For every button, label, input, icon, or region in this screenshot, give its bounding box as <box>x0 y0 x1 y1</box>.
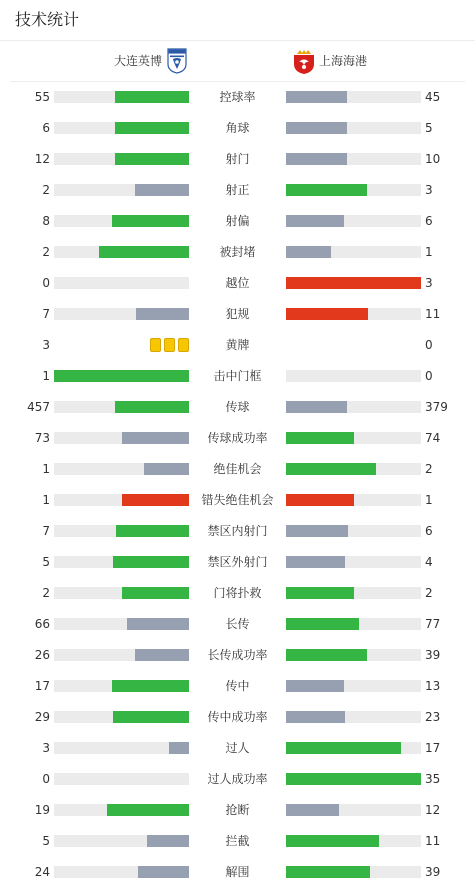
stat-away-value: 2 <box>425 586 433 600</box>
stat-home-bar-fill <box>122 494 190 506</box>
stat-home-value: 2 <box>42 586 50 600</box>
stat-home-bar-track <box>54 680 189 692</box>
stat-home-bar-track <box>54 866 189 878</box>
stat-row <box>0 82 475 113</box>
stat-row <box>0 795 475 826</box>
stat-row <box>0 764 475 795</box>
stat-home-value: 26 <box>34 648 50 662</box>
stat-away-bar-track <box>286 463 421 475</box>
stat-away-bar-fill <box>286 866 370 878</box>
stat-row <box>0 206 475 237</box>
stat-row <box>0 578 475 609</box>
stat-away-bar-track <box>286 587 421 599</box>
stat-home-bar-track <box>54 804 189 816</box>
stat-away-value: 379 <box>425 400 448 414</box>
stat-away-bar-fill <box>286 587 354 599</box>
stat-away-bar-track <box>286 618 421 630</box>
stat-home-value: 24 <box>34 865 50 879</box>
stat-home-value: 19 <box>34 803 50 817</box>
stat-away-value: 17 <box>425 741 441 755</box>
yellow-card-group <box>150 338 189 352</box>
stat-row <box>0 454 475 485</box>
stat-row <box>0 547 475 578</box>
stat-label: 黄牌 <box>225 338 250 352</box>
stat-away-bar-track <box>286 680 421 692</box>
stat-away-bar-track <box>286 184 421 196</box>
stat-label: 传中 <box>225 679 250 693</box>
stat-row <box>0 175 475 206</box>
stat-row <box>0 609 475 640</box>
divider <box>0 40 475 41</box>
stat-away-value: 2 <box>425 462 433 476</box>
stat-away-value: 4 <box>425 555 433 569</box>
stat-away-bar-fill <box>286 153 347 165</box>
stat-away-bar-track <box>286 370 421 382</box>
stat-row <box>0 702 475 733</box>
stat-away-bar-track <box>286 122 421 134</box>
stat-label: 错失绝佳机会 <box>201 493 274 507</box>
stat-away-bar-fill <box>286 91 347 103</box>
yellow-card-icon <box>150 338 161 352</box>
stat-away-bar-fill <box>286 401 347 413</box>
stat-home-bar-fill <box>147 835 189 847</box>
stat-away-value: 39 <box>425 865 441 879</box>
stat-away-bar-track <box>286 773 421 785</box>
stat-away-value: 0 <box>425 338 433 352</box>
stat-row <box>0 392 475 423</box>
stat-away-value: 0 <box>425 369 433 383</box>
stat-away-bar-fill <box>286 277 421 289</box>
stat-label: 传球 <box>225 400 250 414</box>
stat-away-bar-fill <box>286 835 379 847</box>
stat-away-value: 11 <box>425 834 441 848</box>
stat-away-bar-fill <box>286 711 345 723</box>
stat-away-bar-fill <box>286 432 354 444</box>
stat-home-value: 2 <box>42 183 50 197</box>
stat-row <box>0 671 475 702</box>
stat-home-bar-fill <box>138 866 189 878</box>
club-crest-icon <box>292 49 316 75</box>
stat-row <box>0 268 475 299</box>
stat-label: 拦截 <box>225 834 250 848</box>
stat-home-bar-track <box>54 153 189 165</box>
stat-label: 长传成功率 <box>207 648 268 662</box>
stat-row <box>0 516 475 547</box>
stat-home-bar-fill <box>144 463 189 475</box>
stat-home-bar-track <box>54 370 189 382</box>
stat-home-bar-track <box>54 215 189 227</box>
stat-home-bar-fill <box>99 246 189 258</box>
stat-home-bar-track <box>54 91 189 103</box>
stat-away-bar-track <box>286 246 421 258</box>
stat-away-value: 35 <box>425 772 441 786</box>
stat-row <box>0 733 475 764</box>
yellow-card-icon <box>178 338 189 352</box>
stat-label: 过人成功率 <box>207 772 268 786</box>
stat-home-value: 457 <box>27 400 50 414</box>
stat-away-value: 10 <box>425 152 441 166</box>
stat-row <box>0 640 475 671</box>
stat-home-bar-fill <box>135 649 189 661</box>
stat-home-bar-fill <box>127 618 189 630</box>
stat-home-value: 1 <box>42 493 50 507</box>
stat-label: 抢断 <box>225 803 250 817</box>
stat-away-bar-track <box>286 308 421 320</box>
stat-home-value: 29 <box>34 710 50 724</box>
stat-home-value: 6 <box>42 121 50 135</box>
stat-away-bar-fill <box>286 494 354 506</box>
stat-label: 传球成功率 <box>207 431 268 445</box>
stat-home-bar-fill <box>122 587 190 599</box>
stat-away-bar-track <box>286 401 421 413</box>
stat-home-bar-track <box>54 773 189 785</box>
stat-away-bar-track <box>286 494 421 506</box>
stat-home-value: 55 <box>34 90 50 104</box>
stat-away-value: 3 <box>425 183 433 197</box>
stat-row <box>0 485 475 516</box>
stat-home-bar-track <box>54 494 189 506</box>
stat-home-value: 66 <box>34 617 50 631</box>
stat-away-bar-fill <box>286 246 331 258</box>
stat-home-bar-track <box>54 277 189 289</box>
stat-away-value: 1 <box>425 493 433 507</box>
stat-away-bar-track <box>286 866 421 878</box>
stat-home-value: 8 <box>42 214 50 228</box>
stats-list <box>0 82 475 888</box>
stat-home-value: 0 <box>42 276 50 290</box>
stat-home-bar-track <box>54 649 189 661</box>
stat-home-value: 17 <box>34 679 50 693</box>
stat-home-value: 3 <box>42 741 50 755</box>
stat-away-value: 13 <box>425 679 441 693</box>
stat-label: 过人 <box>225 741 250 755</box>
stat-away-value: 6 <box>425 524 433 538</box>
stat-row <box>0 299 475 330</box>
stat-home-bar-fill <box>135 184 189 196</box>
stat-row <box>0 144 475 175</box>
stat-away-bar-track <box>286 649 421 661</box>
stat-label: 传中成功率 <box>207 710 268 724</box>
team-away-name[interactable]: 上海海港 <box>319 54 368 68</box>
stat-away-bar-fill <box>286 773 421 785</box>
stat-away-bar-track <box>286 556 421 568</box>
stat-away-bar-fill <box>286 525 348 537</box>
stat-away-bar-track <box>286 153 421 165</box>
stat-row <box>0 423 475 454</box>
stat-home-bar-fill <box>136 308 189 320</box>
stat-away-bar-fill <box>286 556 345 568</box>
stat-away-bar-fill <box>286 463 376 475</box>
stat-label: 长传 <box>225 617 250 631</box>
stat-home-value: 1 <box>42 462 50 476</box>
stat-row <box>0 826 475 857</box>
stat-away-value: 3 <box>425 276 433 290</box>
stat-home-bar-fill <box>169 742 189 754</box>
stat-home-bar-fill <box>107 804 189 816</box>
stat-away-bar-track <box>286 432 421 444</box>
stat-home-bar-fill <box>112 215 189 227</box>
stat-row <box>0 361 475 392</box>
stat-home-value: 7 <box>42 524 50 538</box>
stat-away-bar-fill <box>286 649 367 661</box>
stat-home-bar-track <box>54 587 189 599</box>
stat-home-value: 0 <box>42 772 50 786</box>
stat-label: 控球率 <box>219 90 256 104</box>
stat-home-bar-track <box>54 308 189 320</box>
club-crest-icon <box>167 48 187 74</box>
stat-away-bar-fill <box>286 308 368 320</box>
stat-away-bar-fill <box>286 184 367 196</box>
stat-home-value: 12 <box>34 152 50 166</box>
stat-label: 禁区外射门 <box>207 555 268 569</box>
stat-away-value: 1 <box>425 245 433 259</box>
stat-home-bar-track <box>54 246 189 258</box>
stat-home-bar-fill <box>54 370 189 382</box>
stat-row <box>0 113 475 144</box>
stat-home-bar-track <box>54 184 189 196</box>
stat-home-bar-track <box>54 122 189 134</box>
stat-home-bar-fill <box>113 556 189 568</box>
stat-label: 门将扑救 <box>213 586 262 600</box>
stat-away-value: 77 <box>425 617 441 631</box>
stat-away-bar-fill <box>286 742 401 754</box>
stat-home-bar-track <box>54 711 189 723</box>
stat-away-value: 6 <box>425 214 433 228</box>
stat-away-bar-fill <box>286 804 339 816</box>
stat-home-bar-track <box>54 463 189 475</box>
stat-label: 解围 <box>225 865 250 879</box>
stat-home-value: 7 <box>42 307 50 321</box>
stat-home-bar-track <box>54 835 189 847</box>
stat-label: 射偏 <box>225 214 250 228</box>
stat-home-value: 1 <box>42 369 50 383</box>
stat-label: 击中门框 <box>213 369 262 383</box>
stat-away-value: 74 <box>425 431 441 445</box>
stat-home-bar-track <box>54 556 189 568</box>
stat-away-bar-track <box>286 804 421 816</box>
stat-away-bar-fill <box>286 680 344 692</box>
stat-away-bar-track <box>286 711 421 723</box>
stat-away-value: 23 <box>425 710 441 724</box>
stat-home-bar-fill <box>115 122 189 134</box>
stat-away-value: 39 <box>425 648 441 662</box>
stat-away-bar-fill <box>286 618 359 630</box>
stat-home-bar-fill <box>116 525 189 537</box>
stat-home-bar-track <box>54 401 189 413</box>
stat-label: 越位 <box>225 276 250 290</box>
stat-label: 射门 <box>225 152 250 166</box>
stat-home-bar-fill <box>115 401 189 413</box>
stat-away-value: 11 <box>425 307 441 321</box>
stat-home-value: 73 <box>34 431 50 445</box>
stat-row <box>0 237 475 268</box>
stat-away-bar-track <box>286 835 421 847</box>
stat-home-bar-track <box>54 432 189 444</box>
stat-away-bar-track <box>286 525 421 537</box>
stat-away-value: 45 <box>425 90 441 104</box>
stat-away-bar-fill <box>286 122 347 134</box>
stat-home-bar-track <box>54 742 189 754</box>
stat-label: 犯规 <box>225 307 250 321</box>
stat-home-bar-fill <box>112 680 189 692</box>
stat-label: 角球 <box>225 121 250 135</box>
stat-label: 射正 <box>225 183 250 197</box>
stat-home-bar-track <box>54 618 189 630</box>
stat-home-value: 5 <box>42 834 50 848</box>
stat-home-value: 3 <box>42 338 50 352</box>
yellow-card-icon <box>164 338 175 352</box>
stat-away-value: 12 <box>425 803 441 817</box>
stat-label: 绝佳机会 <box>213 462 262 476</box>
stat-away-bar-fill <box>286 215 344 227</box>
stat-label: 被封堵 <box>219 245 256 259</box>
section-title: 技术统计 <box>15 10 80 29</box>
stat-row <box>0 330 475 361</box>
stat-away-bar-track <box>286 215 421 227</box>
stat-away-bar-track <box>286 277 421 289</box>
stat-away-bar-track <box>286 742 421 754</box>
stat-home-bar-track <box>54 525 189 537</box>
stat-home-bar-fill <box>115 91 189 103</box>
stat-home-bar-fill <box>122 432 190 444</box>
stat-label: 禁区内射门 <box>207 524 268 538</box>
stat-home-bar-fill <box>113 711 189 723</box>
stat-away-value: 5 <box>425 121 433 135</box>
stat-home-value: 2 <box>42 245 50 259</box>
team-home-name[interactable]: 大连英博 <box>113 54 162 68</box>
stat-home-bar-fill <box>115 153 189 165</box>
stat-away-bar-track <box>286 91 421 103</box>
stat-row <box>0 857 475 888</box>
stat-home-value: 5 <box>42 555 50 569</box>
